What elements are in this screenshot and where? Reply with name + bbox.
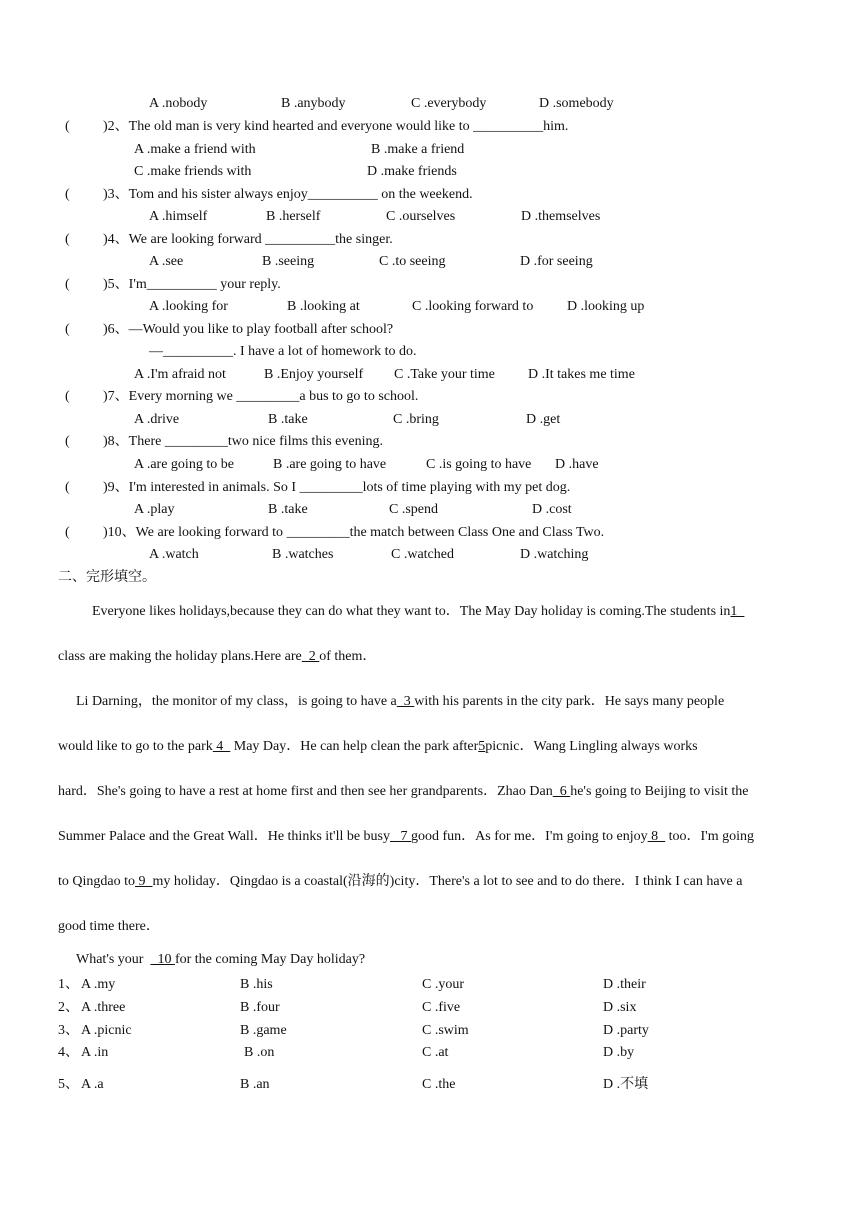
- cloze-option-c: C .swim: [422, 1023, 469, 1038]
- q5-option-a: A .looking for: [149, 299, 228, 314]
- blank-6: 6: [552, 784, 571, 799]
- q3-option-a: A .himself: [149, 209, 208, 224]
- q8-option-a: A .are going to be: [134, 457, 234, 472]
- blank-9: 9: [135, 874, 153, 889]
- question-stem: )7、Every morning we _________a bus to go to school.: [103, 389, 419, 404]
- cloze-option-d: D .party: [603, 1023, 649, 1038]
- cloze-option-c: C .the: [422, 1077, 456, 1092]
- q2-option-c: C .make friends with: [134, 164, 252, 179]
- question-stem: )5、I'm__________ your reply.: [103, 277, 281, 292]
- q10-option-a: A .watch: [149, 547, 199, 562]
- passage-line: class are making the holiday plans.Here are 2 of them．: [58, 649, 377, 664]
- q4-option-b: B .seeing: [262, 254, 315, 269]
- q8-option-c: C .is going to have: [426, 457, 532, 472]
- cloze-num: 5、: [58, 1077, 79, 1092]
- cloze-option-a: A .a: [81, 1077, 104, 1092]
- blank-5: 5: [478, 739, 486, 754]
- answer-bracket-open: (: [65, 119, 70, 134]
- blank-8: 8: [647, 829, 666, 844]
- q8-option-b: B .are going to have: [273, 457, 387, 472]
- question-stem: )2、The old man is very kind hearted and everyone would like to __________him.: [103, 119, 569, 134]
- question-stem: )6、—Would you like to play football after school?: [103, 322, 394, 337]
- blank-3: 3: [396, 694, 415, 709]
- cloze-option-b: B .an: [240, 1077, 270, 1092]
- q3-option-d: D .themselves: [521, 209, 601, 224]
- cloze-option-b: B .game: [240, 1023, 287, 1038]
- answer-bracket-open: (: [65, 434, 70, 449]
- cloze-option-b: B .four: [240, 1000, 280, 1015]
- q6-option-d: D .It takes me time: [528, 367, 635, 382]
- cloze-option-a: A .my: [81, 977, 116, 992]
- q4-option-c: C .to seeing: [379, 254, 446, 269]
- cloze-option-d: D .their: [603, 977, 646, 992]
- cloze-num: 3、: [58, 1023, 79, 1038]
- answer-bracket-open: (: [65, 525, 70, 540]
- q6-option-a: A .I'm afraid not: [134, 367, 226, 382]
- cloze-num: 1、: [58, 977, 79, 992]
- question-stem: )4、We are looking forward __________the singer.: [103, 232, 393, 247]
- question-stem: )3、Tom and his sister always enjoy__________ on the weekend.: [103, 187, 473, 202]
- q8-option-d: D .have: [555, 457, 599, 472]
- cloze-option-b: B .his: [240, 977, 273, 992]
- answer-bracket-open: (: [65, 232, 70, 247]
- q1-option-d: D .somebody: [539, 96, 614, 111]
- section-title: 二、完形填空。: [58, 570, 156, 585]
- q6-option-b: B .Enjoy yourself: [264, 367, 364, 382]
- q7-option-c: C .bring: [393, 412, 439, 427]
- cloze-option-d: D .six: [603, 1000, 637, 1015]
- passage-line: Li Darning，the monitor of my class，is going to have a 3 with his parents in the city park．He says many people: [76, 694, 725, 709]
- answer-bracket-open: (: [65, 322, 70, 337]
- question-stem: )10、We are looking forward to _________the match between Class One and Class Two.: [103, 525, 605, 540]
- cloze-option-d: D .不填: [603, 1077, 649, 1092]
- q10-option-b: B .watches: [272, 547, 334, 562]
- passage-line: would like to go to the park 4 May Day．He can help clean the park after5picnic．Wang Lingling always works: [58, 739, 698, 754]
- passage-line: hard．She's going to have a rest at home first and then see her grandparents．Zhao Dan 6 he's going to Beijing to visit the: [58, 784, 749, 799]
- cloze-option-a: A .three: [81, 1000, 126, 1015]
- q4-option-a: A .see: [149, 254, 184, 269]
- cloze-option-d: D .by: [603, 1045, 635, 1060]
- passage-line: What's your 10 for the coming May Day holiday?: [76, 952, 366, 967]
- q9-option-d: D .cost: [532, 502, 572, 517]
- answer-blank: __________: [473, 119, 544, 134]
- q7-option-d: D .get: [526, 412, 561, 427]
- answer-bracket-open: (: [65, 480, 70, 495]
- q3-option-c: C .ourselves: [386, 209, 456, 224]
- cloze-num: 2、: [58, 1000, 79, 1015]
- q2-option-a: A .make a friend with: [134, 142, 256, 157]
- cloze-option-a: A .picnic: [81, 1023, 132, 1038]
- answer-bracket-open: (: [65, 187, 70, 202]
- blank-10: 10: [150, 952, 175, 967]
- answer-bracket-open: (: [65, 277, 70, 292]
- q5-option-c: C .looking forward to: [412, 299, 534, 314]
- q9-option-b: B .take: [268, 502, 308, 517]
- passage-line: Summer Palace and the Great Wall．He thinks it'll be busy 7 good fun．As for me．I'm going to enjoy 8 too．I'm going: [58, 829, 754, 844]
- q3-option-b: B .herself: [266, 209, 321, 224]
- passage-line: good time there．: [58, 919, 160, 934]
- passage-line: Everyone likes holidays,because they can do what they want to．The May Day holiday is coming.The students in1: [92, 604, 745, 619]
- q7-option-a: A .drive: [134, 412, 180, 427]
- q1-option-b: B .anybody: [281, 96, 346, 111]
- q9-option-a: A .play: [134, 502, 175, 517]
- cloze-option-a: A .in: [81, 1045, 109, 1060]
- q1-option-a: A .nobody: [149, 96, 208, 111]
- blank-7: 7: [390, 829, 412, 844]
- q4-option-d: D .for seeing: [520, 254, 593, 269]
- cloze-option-c: C .at: [422, 1045, 449, 1060]
- q10-option-c: C .watched: [391, 547, 454, 562]
- blank-4: 4: [212, 739, 231, 754]
- q10-option-d: D .watching: [520, 547, 589, 562]
- blank-2: 2: [301, 649, 320, 664]
- q2-option-d: D .make friends: [367, 164, 457, 179]
- q9-option-c: C .spend: [389, 502, 438, 517]
- q7-option-b: B .take: [268, 412, 308, 427]
- cloze-option-c: C .five: [422, 1000, 461, 1015]
- answer-bracket-open: (: [65, 389, 70, 404]
- cloze-option-b: B .on: [244, 1045, 275, 1060]
- cloze-num: 4、: [58, 1045, 79, 1060]
- q6-option-c: C .Take your time: [394, 367, 495, 382]
- q5-option-d: D .looking up: [567, 299, 645, 314]
- q6-reply: —__________. I have a lot of homework to do.: [149, 344, 417, 359]
- passage-line: to Qingdao to 9 my holiday．Qingdao is a coastal(沿海的)city．There's a lot to see and to do there．I think I can have a: [58, 874, 743, 889]
- q5-option-b: B .looking at: [287, 299, 360, 314]
- q1-option-c: C .everybody: [411, 96, 487, 111]
- question-stem: )9、I'm interested in animals. So I _________lots of time playing with my pet dog.: [103, 480, 571, 495]
- q2-option-b: B .make a friend: [371, 142, 465, 157]
- blank-1: 1: [730, 604, 745, 619]
- question-stem: )8、There _________two nice films this evening.: [103, 434, 383, 449]
- cloze-option-c: C .your: [422, 977, 464, 992]
